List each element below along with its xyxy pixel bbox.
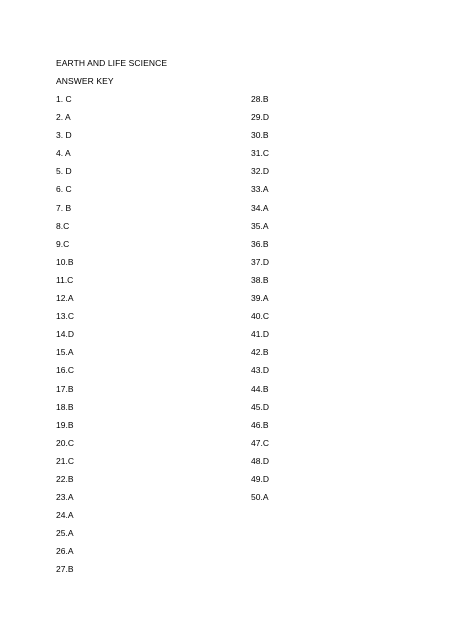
answer-item: 6. C	[56, 184, 72, 195]
answer-item: 28.B	[251, 94, 269, 104]
answer-item: 43.D	[251, 365, 269, 376]
answer-item: 27.B	[56, 564, 74, 575]
answer-item: 26.A	[56, 546, 74, 557]
answer-list-left	[56, 93, 74, 582]
answer-item: 22.B	[56, 473, 74, 484]
answer-item: 24.A	[56, 510, 74, 521]
answer-item: 33.A	[251, 184, 269, 195]
answer-item: 18.B	[56, 401, 74, 412]
answer-item: 17.B	[56, 383, 74, 394]
document-title: EARTH AND LIFE SCIENCE	[56, 58, 168, 68]
answer-item: 48.D	[251, 455, 269, 466]
answer-key-heading: ANSWER KEY	[56, 76, 114, 86]
answer-item: 19.B	[56, 419, 74, 430]
answer-item: 7. B	[56, 202, 72, 213]
answer-item: 42.B	[251, 347, 269, 358]
answer-item: 29.D	[251, 112, 269, 123]
answer-item: 16.C	[56, 365, 74, 376]
answer-item: 36.B	[251, 238, 269, 249]
answer-item: 40.C	[251, 311, 269, 322]
answer-item: 35.A	[251, 220, 269, 231]
answer-item: 1. C	[56, 94, 72, 104]
answer-item: 9.C	[56, 238, 70, 249]
answer-item: 49.D	[251, 473, 269, 484]
answer-item: 21.C	[56, 455, 74, 466]
answer-item: 32.D	[251, 166, 269, 177]
answer-item: 37.D	[251, 256, 269, 267]
answer-item: 45.D	[251, 401, 269, 412]
answer-item: 23.A	[56, 492, 74, 503]
answer-item: 47.C	[251, 437, 269, 448]
answer-item: 10.B	[56, 256, 74, 267]
answer-item: 39.A	[251, 293, 269, 304]
answer-item: 46.B	[251, 419, 269, 430]
answer-item: 2. A	[56, 112, 71, 123]
answer-item: 20.C	[56, 437, 74, 448]
answer-item: 41.D	[251, 329, 269, 340]
answer-item: 30.B	[251, 130, 269, 141]
answer-item: 15.A	[56, 347, 74, 358]
answer-item: 50.A	[251, 492, 269, 503]
answer-item: 8.C	[56, 220, 70, 231]
answer-item: 25.A	[56, 528, 74, 539]
answer-item: 12.A	[56, 293, 74, 304]
answer-item: 44.B	[251, 383, 269, 394]
answer-item: 38.B	[251, 274, 269, 285]
answer-item: 34.A	[251, 202, 269, 213]
answer-item: 31.C	[251, 148, 269, 159]
answer-item: 4. A	[56, 148, 71, 159]
answer-item: 3. D	[56, 130, 72, 141]
answer-item: 13.C	[56, 311, 74, 322]
answer-list-right	[251, 93, 269, 509]
answer-item: 11.C	[56, 274, 74, 285]
answer-item: 14.D	[56, 329, 74, 340]
answer-item: 5. D	[56, 166, 72, 177]
